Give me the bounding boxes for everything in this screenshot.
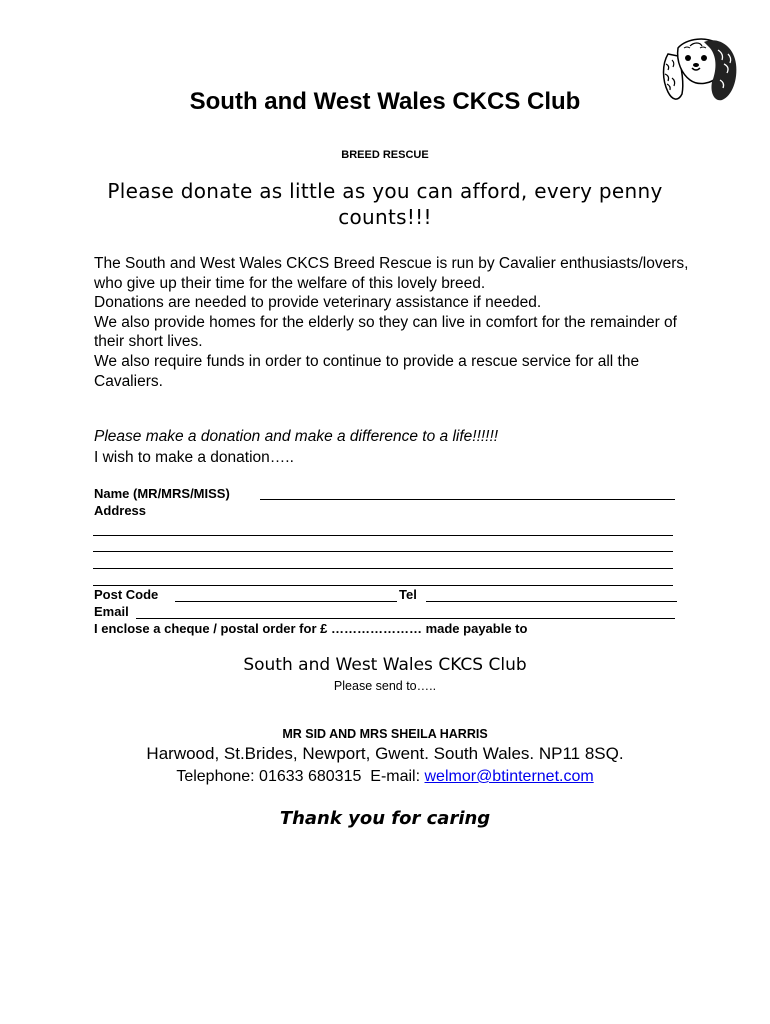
- appeal-heading: Please donate as little as you can afford, every penny counts!!!: [107, 179, 663, 229]
- address-line-3[interactable]: [93, 568, 673, 569]
- email-field[interactable]: [136, 618, 675, 619]
- body-paragraph: We also provide homes for the elderly so they can live in comfort for the remainder of their short lives.: [94, 313, 677, 351]
- body-paragraph: The South and West Wales CKCS Breed Rescue is run by Cavalier enthusiasts/lovers, who give up their time for the welfare of this lovely breed.: [94, 255, 689, 292]
- telephone-text: Telephone: 01633 680315 E-mail:: [176, 768, 425, 785]
- tel-field[interactable]: [426, 601, 677, 602]
- name-label: Name (MR/MRS/MISS): [94, 486, 230, 501]
- email-link[interactable]: welmor@btinternet.com: [424, 768, 594, 785]
- body-paragraph: Donations are needed to provide veterinary assistance if needed.: [94, 294, 542, 312]
- send-to-text: Please send to…..: [333, 679, 437, 693]
- address-line-2[interactable]: [93, 551, 673, 552]
- contact-line: [0, 768, 770, 786]
- cheque-line: I enclose a cheque / postal order for £ ………………… made payable to: [94, 621, 528, 636]
- body-paragraph: We also require funds in order to continue to provide a rescue service for all the Cavaliers.: [94, 352, 640, 390]
- address-label: Address: [94, 503, 147, 518]
- address-line-1[interactable]: [93, 535, 673, 536]
- address-line-4[interactable]: [93, 585, 673, 586]
- name-field[interactable]: [260, 499, 675, 500]
- thank-you-text: Thank you for caring: [279, 808, 491, 829]
- contact-names: MR SID AND MRS SHEILA HARRIS: [282, 727, 488, 741]
- postcode-label: Post Code: [94, 587, 159, 602]
- postcode-field[interactable]: [175, 601, 397, 602]
- payee-club-name: South and West Wales CKCS Club: [243, 655, 527, 675]
- page-title: South and West Wales CKCS Club: [189, 88, 581, 115]
- body-text: [94, 254, 694, 391]
- wish-line: I wish to make a donation…..: [94, 449, 294, 466]
- contact-address: Harwood, St.Brides, Newport, Gwent. South Wales. NP11 8SQ.: [146, 744, 624, 763]
- tel-label: Tel: [399, 587, 417, 602]
- email-label: Email: [94, 604, 129, 619]
- donation-appeal-line: Please make a donation and make a difference to a life!!!!!!: [94, 428, 499, 445]
- subtitle: BREED RESCUE: [341, 149, 429, 161]
